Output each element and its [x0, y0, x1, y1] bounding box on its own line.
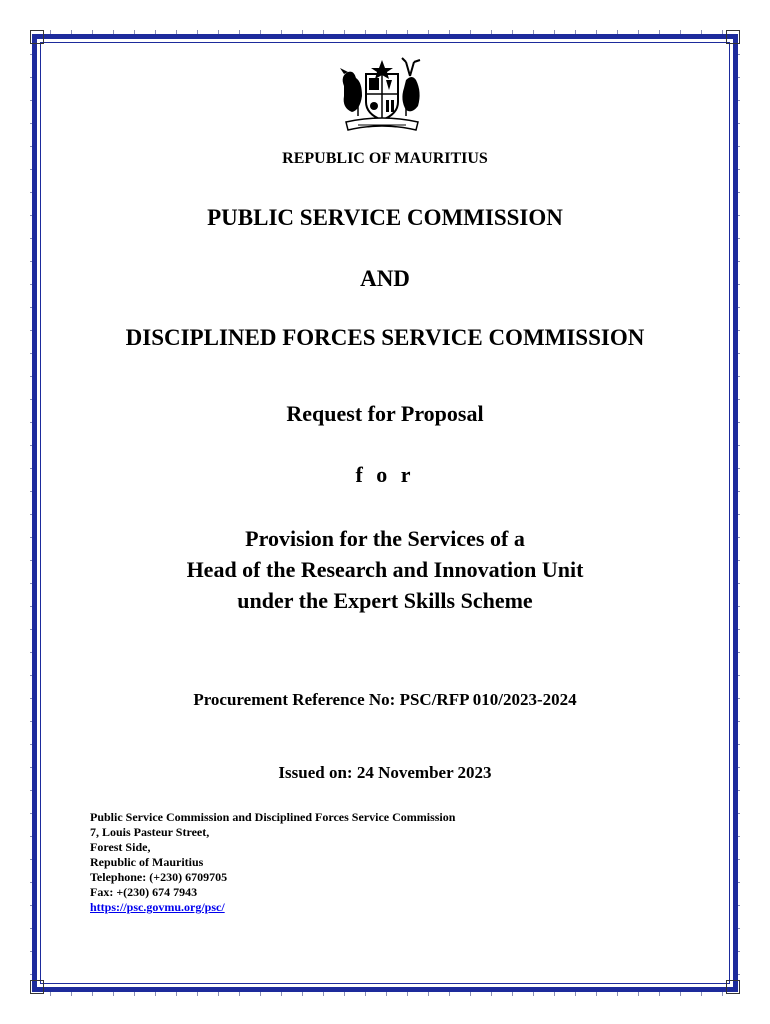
subject-line: under the Expert Skills Scheme: [237, 588, 533, 613]
conjunction-text: AND: [360, 266, 410, 291]
commission-title-secondary: DISCIPLINED FORCES SERVICE COMMISSION: [125, 325, 645, 350]
fax: Fax: +(230) 674 7943: [90, 885, 198, 899]
subject-line: Head of the Research and Innovation Unit: [186, 557, 584, 582]
corner-ornament: [30, 30, 44, 44]
commission-title: PUBLIC SERVICE COMMISSION: [207, 205, 563, 230]
country-heading: REPUBLIC OF MAURITIUS: [282, 150, 488, 167]
issue-date: Issued on: 24 November 2023: [278, 763, 492, 782]
corner-ornament: [30, 980, 44, 994]
country: Republic of Mauritius: [90, 855, 204, 869]
town: Forest Side,: [90, 840, 151, 854]
for-text: f o r: [355, 462, 415, 487]
corner-ornament: [726, 980, 740, 994]
telephone: Telephone: (+230) 6709705: [90, 870, 228, 884]
contact-address: [90, 810, 455, 915]
document-type: Request for Proposal: [286, 401, 484, 426]
website-link[interactable]: https://psc.govmu.org/psc/: [90, 900, 225, 914]
coat-of-arms-icon: [336, 56, 428, 134]
organisation-name: Public Service Commission and Disciplined Forces Service Commission: [90, 810, 456, 824]
street-address: 7, Louis Pasteur Street,: [90, 825, 210, 839]
procurement-reference: Procurement Reference No: PSC/RFP 010/2023-2024: [193, 690, 577, 709]
subject-line: Provision for the Services of a: [245, 526, 525, 551]
corner-ornament: [726, 30, 740, 44]
